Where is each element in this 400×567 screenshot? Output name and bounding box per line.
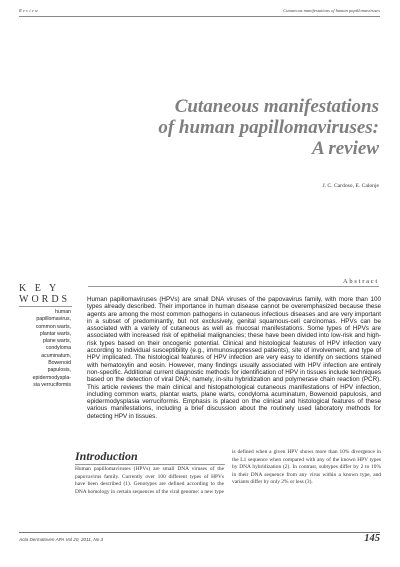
- keyword: common warts,: [35, 323, 71, 330]
- keyword: plantar warts,: [39, 330, 71, 337]
- abstract-divider: [88, 286, 379, 287]
- keywords-list: [19, 309, 71, 389]
- abstract-body: Human papillomaviruses (HPVs) are small DNA viruses of the papovavirus family, with more than 100 types already described. Their importance in human disease cannot be overemphasized because these agents are among the most common pathogens in cutaneous infectious diseases and are very important in a subset of predominantly, but not exclusively, genital squamous-cell carcinomas. HPVs can be associated with a variety of cutaneous as well as mucosal manifestations. Some types of HPVs are associated with increased risk of epithelial malignancies; these have been divided into low-risk and high-risk types based on their oncogenic potential. Clinical and histological features of HPV infection vary according to individual susceptibility (e.g., immunosuppressed patients), site of involvement, and type of HPV implicated. The histological features of HPV infection are very easy to identify on sections stained with hematoxylin and eosin. However, many findings usually associated with HPV infection are entirely non-specific. Additional current diagnostic methods for identification of HPV in tissues include techniques based on the detection of viral DNA; namely, in-situ hybridization and polymerase chain reaction (PCR). This article reviews the main clinical and histopathological cutaneous manifestations of HPV infection, including common warts, plantar warts, plane warts, condyloma acuminatum, Bowenoid papulosis, and epidermodysplasia verruciformis. Emphasis is placed on the clinical and histological features of these various manifestations, including a brief discussion about the routinely used laboratory methods for detecting HPV in tissues.: [87, 296, 381, 420]
- keywords-title-line: WORDS: [19, 294, 71, 305]
- keywords-divider: [19, 306, 72, 307]
- journal-citation: Acta Dermatoven APA Vol 20, 2011, No 3: [19, 537, 104, 542]
- introduction-divider: [75, 464, 225, 465]
- keyword: Bowenoid: [48, 360, 71, 367]
- keyword: sia verruciformis: [33, 381, 71, 388]
- running-title: Cutaneous manifestations of human papillomaviruses: [283, 8, 380, 13]
- introduction-heading: Introduction: [75, 449, 138, 463]
- keyword: human: [55, 309, 71, 315]
- footer-divider: [19, 532, 380, 533]
- header-divider: [19, 16, 380, 17]
- title-line: Cutaneous manifestations: [174, 96, 379, 117]
- title-line: A review: [311, 138, 379, 159]
- authors: J. C. Cardoso, E. Calonje: [322, 183, 379, 189]
- article-title: [119, 96, 379, 159]
- introduction-right-column: is defined when a given HPV shows more than 10% divergence in the L1 sequence when compared with any of the known HPV types by DNA hybridization (2). In contrast, subtypes differ by 2 to 10% in their DNA sequence from any virus within a known type, and variants differ by only 2% or less (3).: [232, 449, 381, 486]
- keywords-title: [19, 283, 70, 305]
- section-label: Review: [19, 8, 40, 13]
- keyword: papulosis,: [47, 367, 71, 374]
- keyword: papillomavirus,: [36, 316, 71, 323]
- keyword: condyloma: [45, 345, 71, 352]
- keyword: plane warts,: [43, 338, 71, 345]
- keywords-title-line: K E Y: [19, 283, 60, 294]
- title-line: of human papillomaviruses:: [158, 117, 379, 138]
- keyword: epidermodyspla-: [32, 374, 71, 381]
- introduction-left-column: Human papillomaviruses (HPVs) are small DNA viruses of the papovavirus family. Currently over 100 different types of HPVs have been described (1). Genotypes are defined according to the DNA homology in certain sequences of the viral genome: a new type: [75, 466, 224, 495]
- keyword: acuminatum,: [41, 352, 71, 359]
- abstract-label: Abstract: [342, 278, 379, 285]
- page-number: 145: [364, 533, 380, 544]
